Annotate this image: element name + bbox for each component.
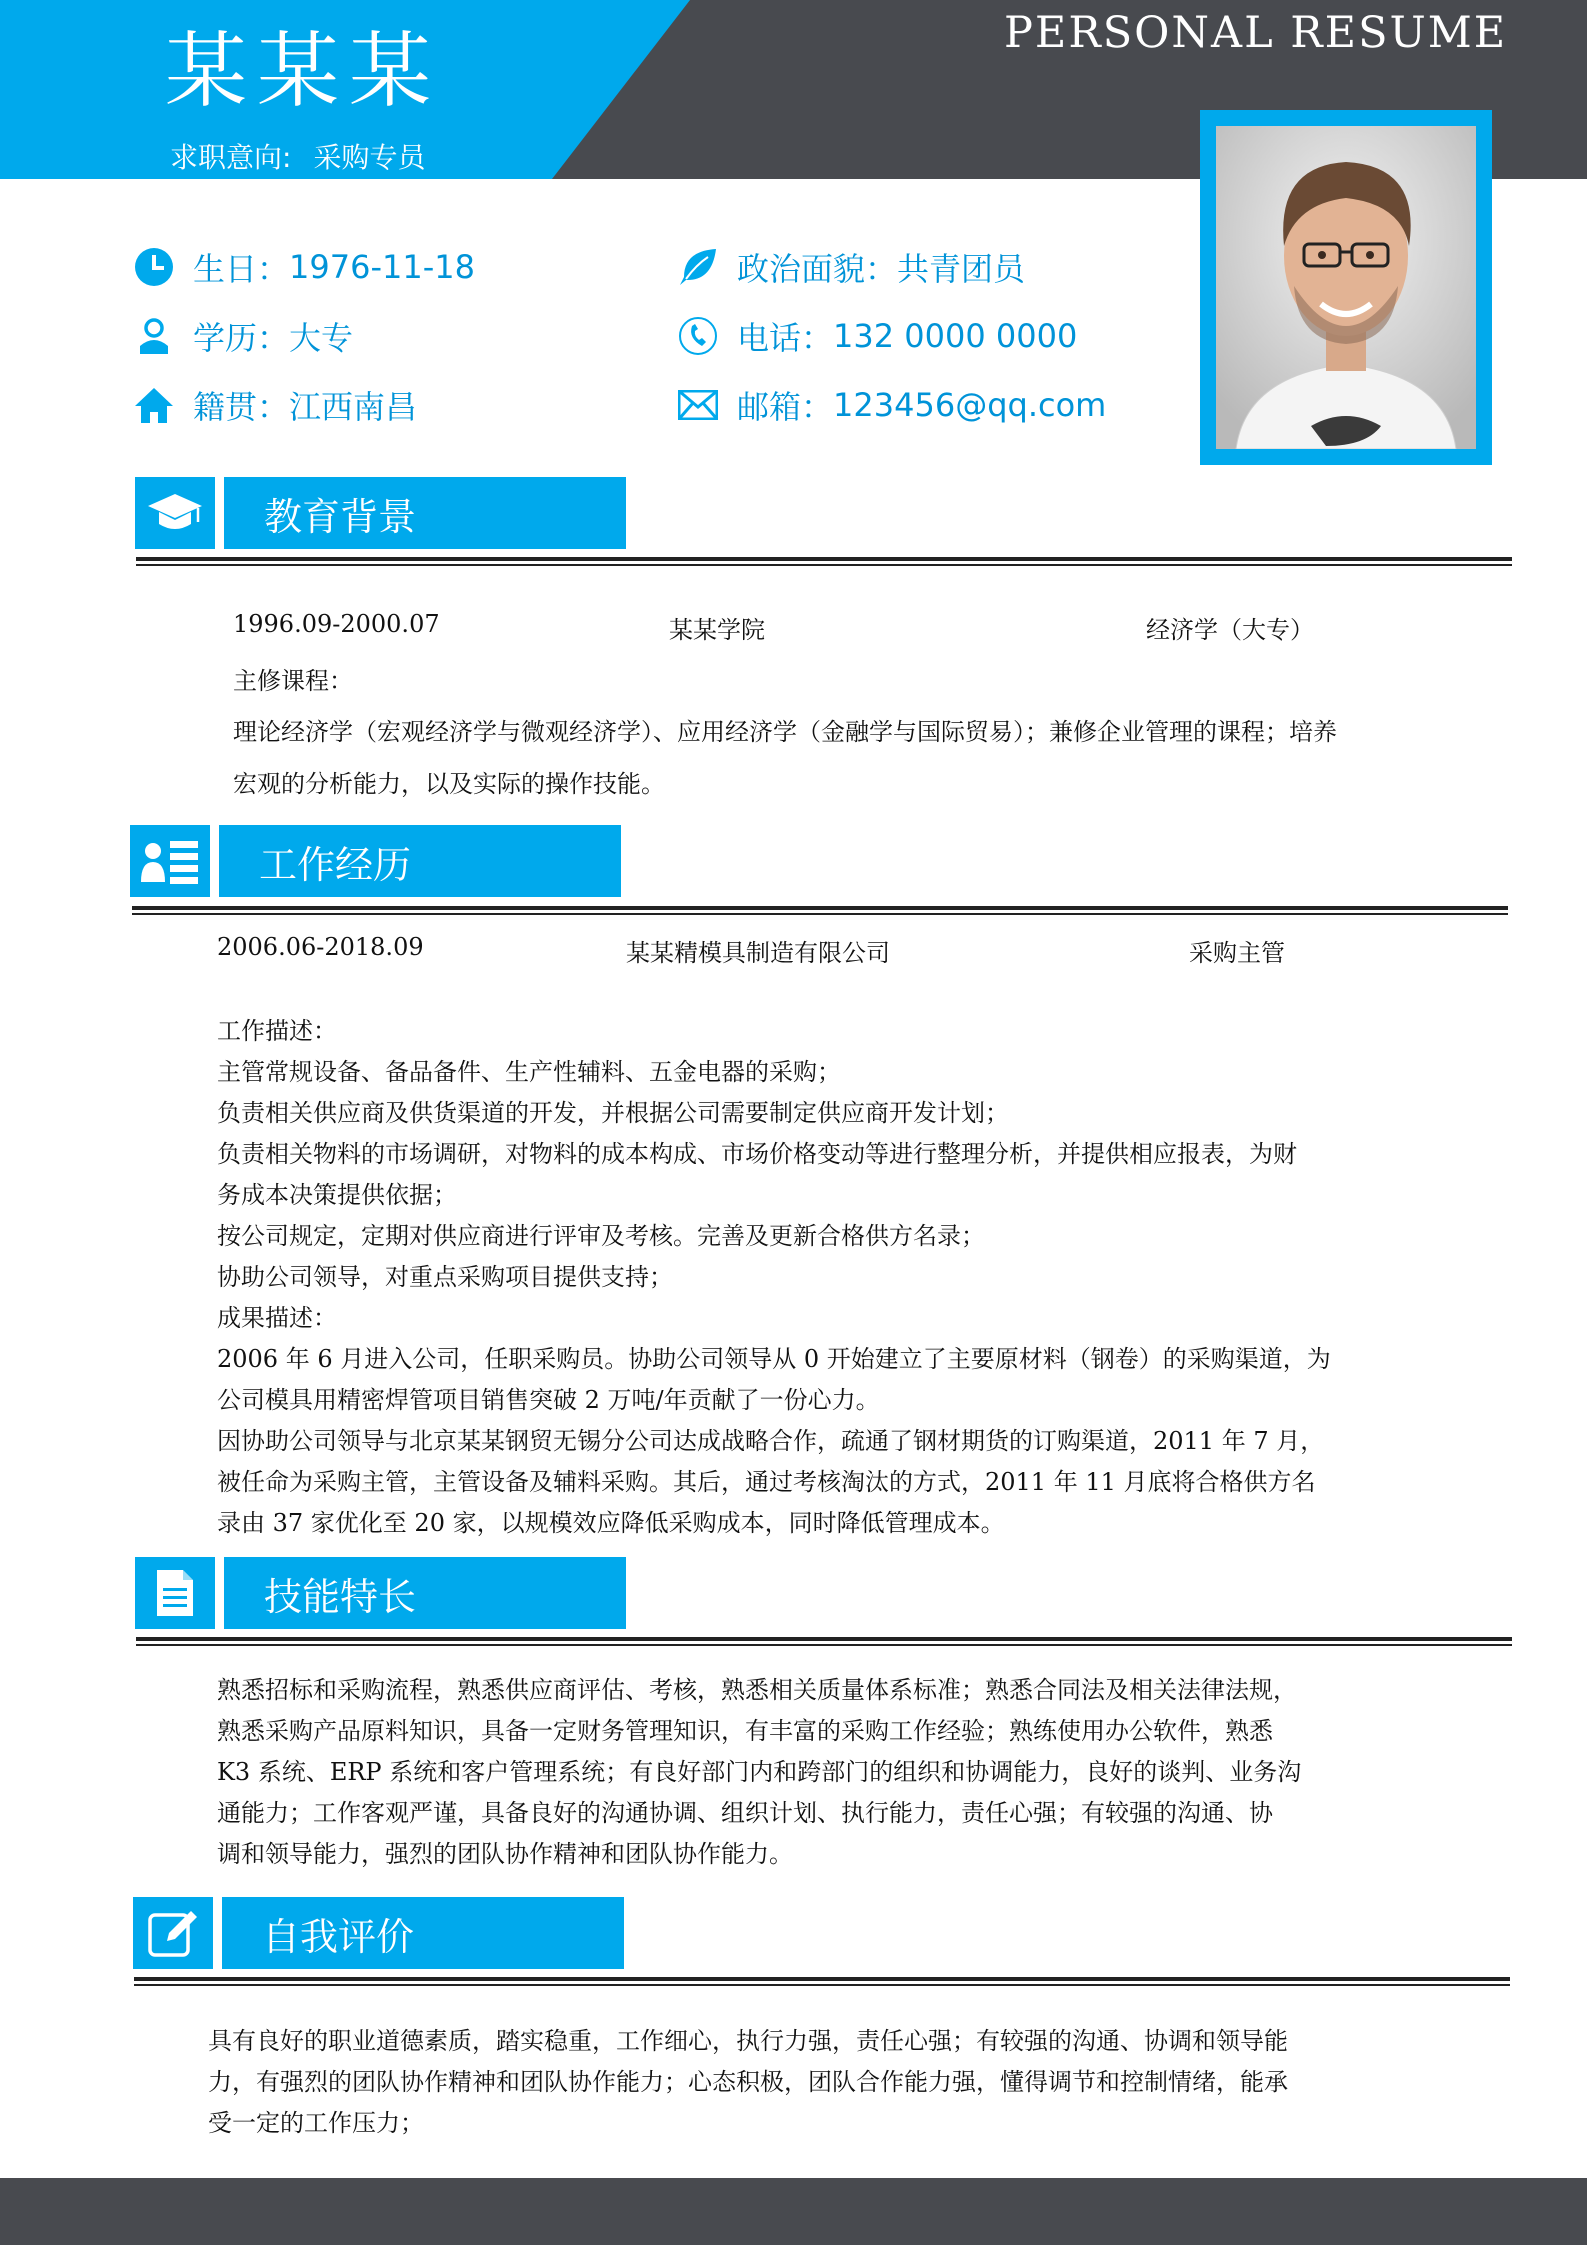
work-line: 协助公司领导，对重点采购项目提供支持； (217, 1263, 673, 1291)
edu-courses-text (233, 706, 1337, 810)
work-description (217, 1011, 1331, 1544)
work-line: 工作描述： (217, 1017, 337, 1045)
info-phone (677, 313, 1077, 359)
divider-work (132, 906, 1508, 915)
skills-line: 通能力；工作客观严谨，具备良好的沟通协调、组织计划、执行能力，责任心强；有较强的沟通、协 (217, 1799, 1273, 1827)
work-line: 负责相关物料的市场调研，对物料的成本构成、市场价格变动等进行整理分析，并提供相应报表，为财 (217, 1140, 1297, 1168)
id-card-icon (130, 825, 210, 897)
photo-frame (1200, 110, 1492, 465)
info-phone-value: 132 0000 0000 (833, 317, 1078, 355)
work-line: 务成本决策提供依据； (217, 1181, 457, 1209)
info-email-label: 邮箱 ： (737, 382, 833, 428)
edu-course-line: 宏观的分析能力，以及实际的操作技能。 (233, 770, 665, 798)
skills-line: 熟悉招标和采购流程，熟悉供应商评估、考核，熟悉相关质量体系标准；熟悉合同法及相关法律法规， (217, 1676, 1297, 1704)
work-line: 被任命为采购主管，主管设备及辅料采购。其后，通过考核淘汰的方式，2011 年 11 月底将合格供方名 (217, 1468, 1316, 1496)
home-icon (133, 384, 175, 426)
info-birthday-label: 生日 ： (193, 244, 289, 290)
work-line: 因协助公司领导与北京某某钢贸无锡分公司达成战略合作，疏通了钢材期货的订购渠道，2011 年 7 月， (217, 1427, 1325, 1455)
clock-icon (133, 246, 175, 288)
info-education-value: 大专 (289, 319, 354, 357)
graduation-cap-icon (135, 477, 215, 549)
candidate-name: 某某某 (165, 24, 442, 119)
resume-title: PERSONAL RESUME (1004, 8, 1508, 58)
skills-line: K3 系统、ERP 系统和客户管理系统；有良好部门内和跨部门的组织和协调能力，良好的谈判、业务沟 (217, 1758, 1302, 1786)
edu-course-line: 理论经济学（宏观经济学与微观经济学）、应用经济学（金融学与国际贸易）；兼修企业管理的课程；培养 (233, 718, 1337, 746)
self-line: 力，有强烈的团队协作精神和团队协作能力；心态积极，团队合作能力强，懂得调节和控制情绪，能承 (208, 2068, 1288, 2096)
edu-major: 经济学（大专） (1146, 616, 1314, 644)
section-title-work: 工作经历 (219, 825, 621, 897)
info-phone-label: 电话 ： (737, 313, 833, 359)
work-company: 某某精模具制造有限公司 (626, 939, 890, 967)
work-line: 主管常规设备、备品备件、生产性辅料、五金电器的采购； (217, 1058, 841, 1086)
info-birthday-value: 1976-11-18 (289, 248, 475, 286)
work-position: 采购主管 (1189, 939, 1285, 967)
profile-photo (1216, 126, 1476, 449)
person-icon (133, 315, 175, 357)
job-intent-value: 采购专员 (313, 141, 426, 174)
skills-line: 熟悉采购产品原料知识，具备一定财务管理知识，有丰富的采购工作经验；熟练使用办公软件，熟悉 (217, 1717, 1273, 1745)
info-email (677, 382, 1106, 428)
job-intent (170, 136, 425, 176)
divider-self (134, 1977, 1510, 1986)
skills-line: 调和领导能力，强烈的团队协作精神和团队协作能力。 (217, 1840, 793, 1868)
phone-icon (677, 315, 719, 357)
edu-period: 1996.09-2000.07 (233, 610, 440, 638)
mail-icon (677, 384, 719, 426)
work-line: 成果描述： (217, 1304, 337, 1332)
edu-school: 某某学院 (669, 616, 765, 644)
section-title-self: 自我评价 (222, 1897, 624, 1969)
self-line: 受一定的工作压力； (208, 2109, 424, 2137)
divider-skills (136, 1637, 1512, 1646)
divider-education (136, 557, 1512, 566)
info-birthday (133, 244, 475, 290)
work-line: 公司模具用精密焊管项目销售突破 2 万吨/年贡献了一份心力。 (217, 1386, 880, 1414)
work-period: 2006.06-2018.09 (217, 933, 424, 961)
job-intent-label: 求职意向: (170, 141, 292, 174)
self-text (208, 2021, 1288, 2144)
footer-band (0, 2178, 1587, 2245)
info-education (133, 313, 353, 359)
edu-courses-label: 主修课程： (233, 667, 353, 695)
info-hometown-value: 江西南昌 (289, 388, 418, 426)
work-line: 录由 37 家优化至 20 家，以规模效应降低采购成本，同时降低管理成本。 (217, 1509, 1005, 1537)
info-hometown (133, 382, 417, 428)
work-line: 负责相关供应商及供货渠道的开发，并根据公司需要制定供应商开发计划； (217, 1099, 1009, 1127)
info-hometown-label: 籍贯 ： (193, 382, 289, 428)
document-icon (135, 1557, 215, 1629)
section-title-education: 教育背景 (224, 477, 626, 549)
skills-text (217, 1670, 1301, 1875)
leaf-icon (677, 246, 719, 288)
info-political (677, 244, 1025, 290)
info-political-label: 政治面貌 ： (737, 244, 897, 290)
info-education-label: 学历 ： (193, 313, 289, 359)
work-line: 2006 年 6 月进入公司，任职采购员。协助公司领导从 0 开始建立了主要原材料（钢卷）的采购渠道，为 (217, 1345, 1331, 1373)
self-line: 具有良好的职业道德素质，踏实稳重，工作细心，执行力强，责任心强；有较强的沟通、协调和领导能 (208, 2027, 1288, 2055)
section-title-skills: 技能特长 (224, 1557, 626, 1629)
work-line: 按公司规定，定期对供应商进行评审及考核。完善及更新合格供方名录； (217, 1222, 985, 1250)
edit-icon (133, 1897, 213, 1969)
info-email-value: 123456@qq.com (833, 386, 1107, 424)
info-political-value: 共青团员 (897, 250, 1026, 288)
